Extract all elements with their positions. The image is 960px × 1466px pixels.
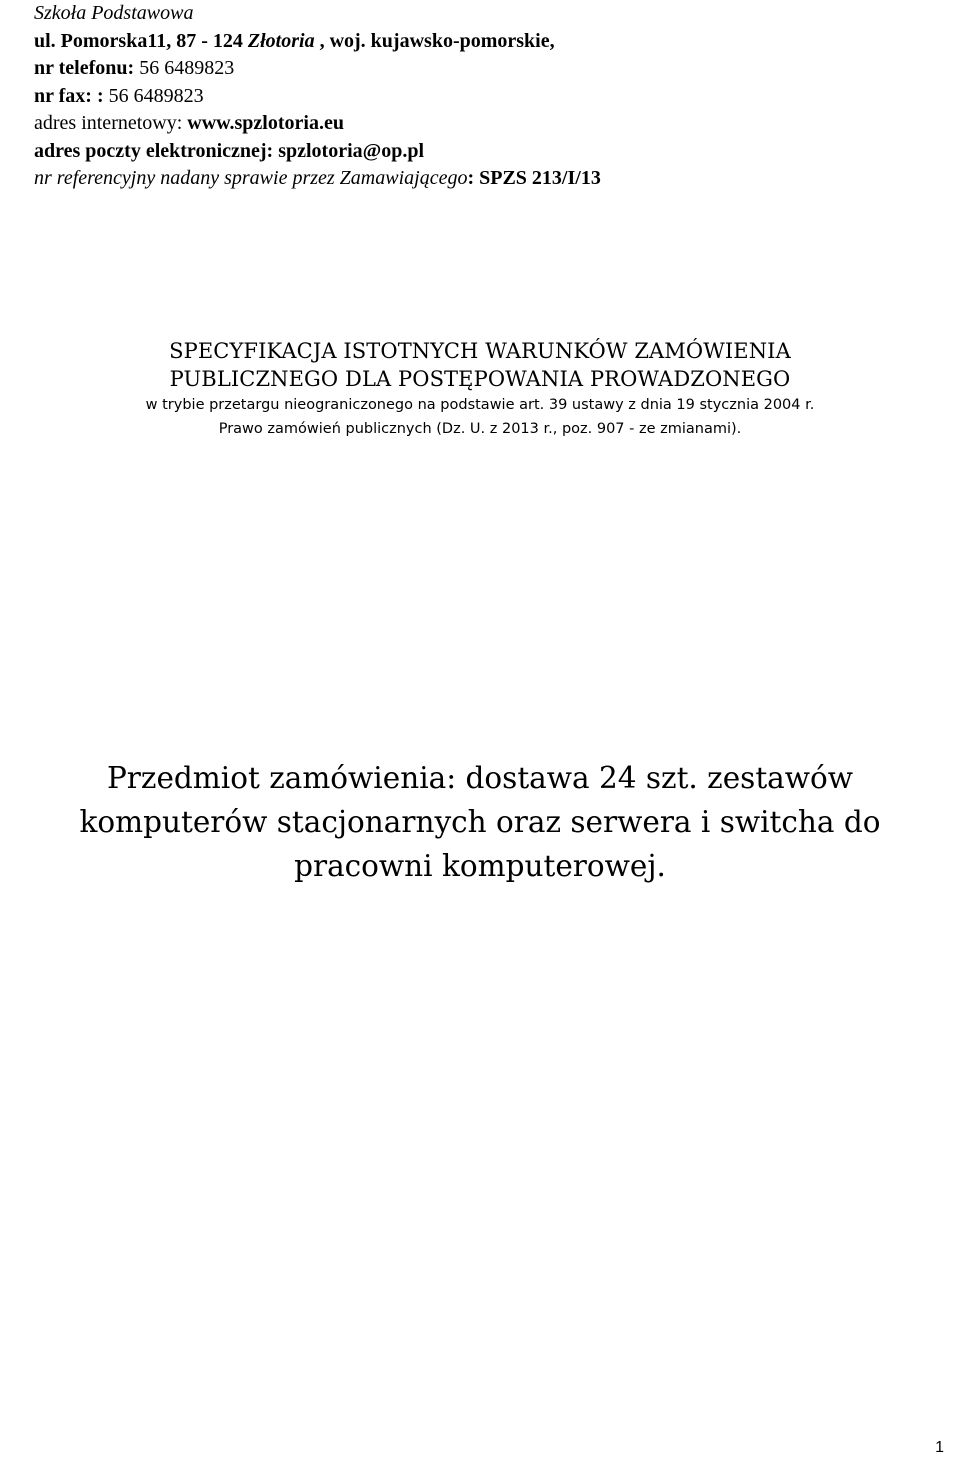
phone-label: nr telefonu: <box>34 57 135 79</box>
title-line-1: SPECYFIKACJA ISTOTNYCH WARUNKÓW ZAMÓWIENIA <box>169 339 791 363</box>
web-label: adres internetowy: <box>34 112 188 134</box>
subject-line-2: komputerów stacjonarnych oraz serwera i switcha do <box>79 805 881 839</box>
address-town: Złotoria <box>247 29 315 52</box>
email-line: adres poczty elektronicznej: spzlotoria@op.pl <box>34 139 425 162</box>
school-name: Szkoła Podstawowa <box>34 2 194 24</box>
page-number: 1 <box>935 1439 944 1456</box>
address-street: ul. Pomorska11, 87 - 124 <box>34 29 248 52</box>
title-line-2: PUBLICZNEGO DLA POSTĘPOWANIA PROWADZONEGO <box>169 367 791 391</box>
reference-label: nr referencyjny nadany sprawie przez Zamawiającego <box>34 167 468 189</box>
reference-number: : SPZS 213/I/13 <box>467 167 601 189</box>
phone-line <box>34 55 601 83</box>
document-title <box>0 337 960 441</box>
legal-basis-line-1: w trybie przetargu nieograniczonego na podstawie art. 39 ustawy z dnia 19 stycznia 2004 r. <box>145 397 815 413</box>
web-line <box>34 110 601 138</box>
contact-header <box>34 0 601 193</box>
reference-line <box>34 165 601 193</box>
fax-value: 56 6489823 <box>103 84 204 107</box>
address-region: , woj. kujawsko-pomorskie, <box>314 29 555 52</box>
subject-line-3: pracowni komputerowej. <box>294 849 666 883</box>
address-line <box>34 28 601 56</box>
subject-line-1: Przedmiot zamówienia: dostawa 24 szt. zestawów <box>106 761 854 795</box>
order-subject <box>0 756 960 888</box>
fax-label: nr fax: : <box>34 84 104 107</box>
phone-value: 56 6489823 <box>134 57 235 79</box>
legal-basis-line-2: Prawo zamówień publicznych (Dz. U. z 2013 r., poz. 907 - ze zmianami). <box>218 421 742 437</box>
web-address[interactable]: www.spzlotoria.eu <box>187 112 344 134</box>
fax-line <box>34 83 601 111</box>
